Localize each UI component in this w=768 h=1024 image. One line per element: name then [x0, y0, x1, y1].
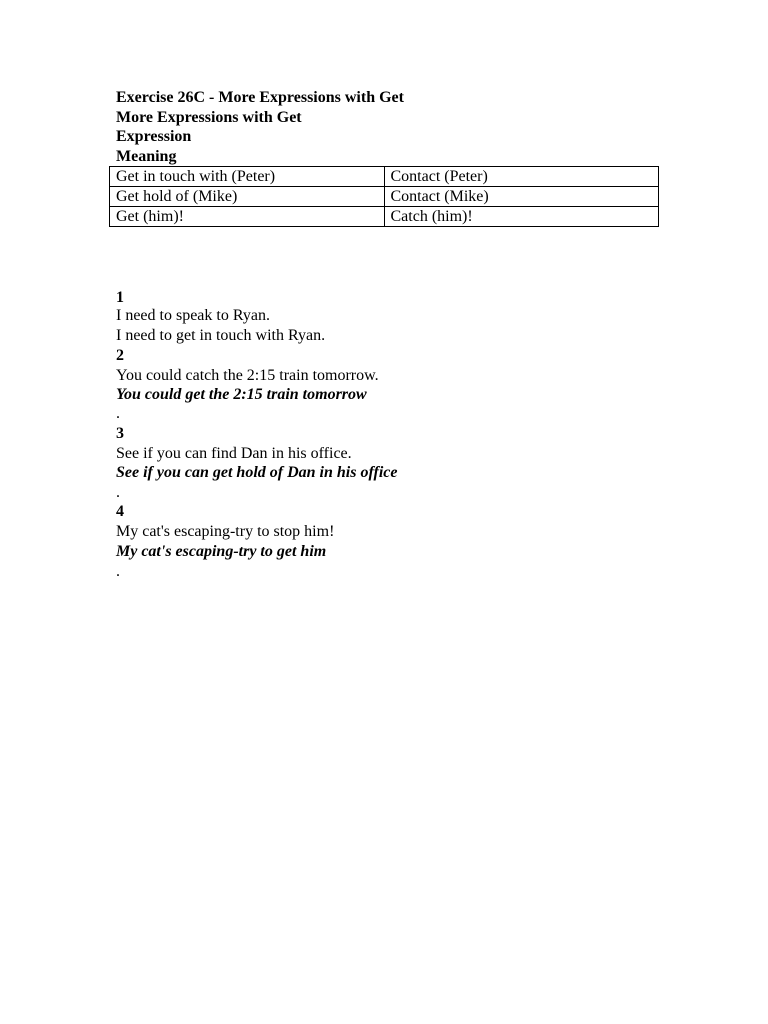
table-row	[110, 207, 659, 227]
exercise-prompt: I need to speak to Ryan.	[116, 307, 270, 324]
table-cell-expression: Get hold of (Mike)	[110, 187, 385, 207]
table-cell-meaning: Contact (Mike)	[384, 187, 659, 207]
table-cell-expression: Get (him)!	[110, 207, 385, 227]
expressions-table	[109, 166, 659, 227]
exercise-period: .	[116, 484, 120, 501]
table-cell-expression: Get in touch with (Peter)	[110, 167, 385, 187]
exercise-prompt: See if you can find Dan in his office.	[116, 445, 352, 462]
table-cell-meaning: Contact (Peter)	[384, 167, 659, 187]
exercise-answer: You could get the 2:15 train tomorrow	[116, 386, 367, 403]
exercise-number: 4	[116, 503, 124, 520]
document-title: Exercise 26C - More Expressions with Get	[116, 89, 404, 106]
exercise-period: .	[116, 405, 120, 422]
exercise-prompt: You could catch the 2:15 train tomorrow.	[116, 367, 379, 384]
exercise-period: .	[116, 563, 120, 580]
exercise-answer: See if you can get hold of Dan in his office	[116, 464, 398, 481]
exercise-number: 2	[116, 347, 124, 364]
table-cell-meaning: Catch (him)!	[384, 207, 659, 227]
table-row	[110, 167, 659, 187]
expression-heading: Expression	[116, 128, 192, 145]
table-row	[110, 187, 659, 207]
exercise-number: 1	[116, 289, 124, 306]
exercise-number: 3	[116, 425, 124, 442]
document-subtitle: More Expressions with Get	[116, 109, 302, 126]
meaning-heading: Meaning	[116, 148, 177, 165]
exercise-prompt: My cat's escaping-try to stop him!	[116, 523, 335, 540]
exercise-answer: My cat's escaping-try to get him	[116, 543, 327, 560]
exercise-answer: I need to get in touch with Ryan.	[116, 327, 326, 344]
